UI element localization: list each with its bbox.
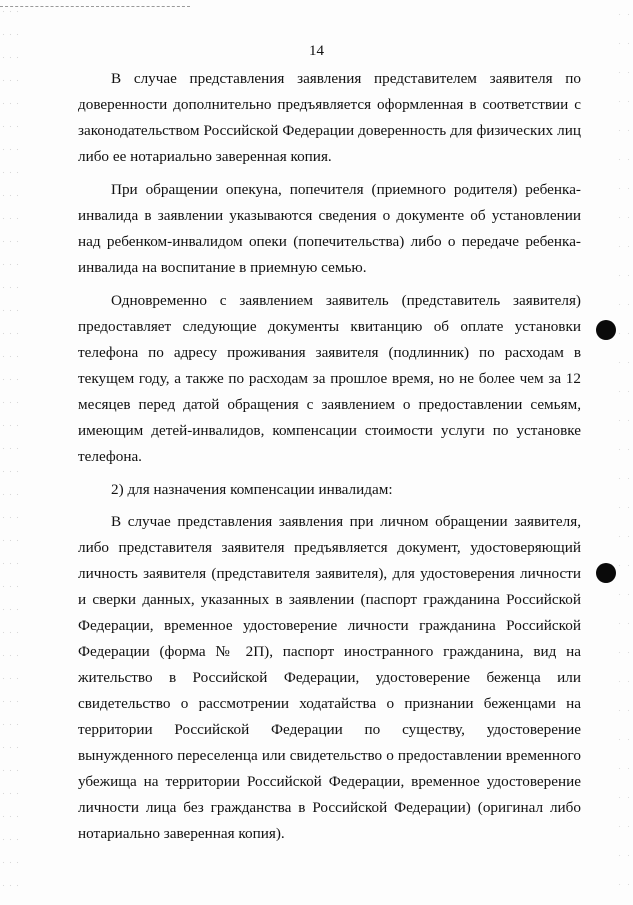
paragraph-guardian-application: При обращении опекуна, попечителя (приемного родителя) ребенка-инвалида в заявлении указываются сведения о документе об установлении над ребенком-инвалидом опеки (попечительства) либо о передаче ребенка-инвалида на воспитание в приемную семью. bbox=[78, 181, 581, 276]
punch-hole-mark bbox=[596, 320, 616, 340]
paragraph-personal-appeal-documents: В случае представления заявления при личном обращении заявителя, либо представителя заявителя предъявляется документ, удостоверяющий личность заявителя (представителя заявителя), для удостоверения личности и сверки данных, указанных в заявлении (паспорт гражданина Российской Федерации, временное удостоверение личности гражданина Российской Федерации (форма № 2П), паспорт иностранного гражданина, вид на жительство в Российской Федерации, удостоверение беженца или свидетельство о рассмотрении ходатайства о признании беженцами на территории Российской Федерации по существу, удостоверение вынужденного переселенца или свидетельство о предоставлении временного убежища на территории Российской Федерации, временное удостоверение личности лица без гражданства в Российской Федерации) (оригинал либо нотариально заверенная копия). bbox=[78, 513, 581, 842]
document-body bbox=[78, 66, 581, 854]
scan-top-rule bbox=[0, 6, 190, 7]
scan-right-edge-noise bbox=[615, 0, 633, 905]
page-number: 14 bbox=[309, 43, 324, 59]
scan-left-edge-noise bbox=[0, 0, 22, 905]
punch-hole-mark bbox=[596, 563, 616, 583]
paragraph-required-documents: Одновременно с заявлением заявитель (представитель заявителя) предоставляет следующие документы квитанцию об оплате установки телефона по адресу проживания заявителя (подлинник) по расходам в текущем году, а также по расходам за прошлое время, но не более чем за 12 месяцев перед датой обращения с заявлением о предоставлении семьям, имеющим детей-инвалидов, компенсации стоимости услуги по установке телефона. bbox=[78, 292, 581, 465]
paragraph-representative-power-of-attorney: В случае представления заявления представителем заявителя по доверенности дополнительно предъявляется оформленная в соответствии с законодательством Российской Федерации доверенность для физических лиц либо ее нотариально заверенная копия. bbox=[78, 70, 581, 165]
paragraph-subsection-heading: 2) для назначения компенсации инвалидам: bbox=[111, 481, 393, 498]
